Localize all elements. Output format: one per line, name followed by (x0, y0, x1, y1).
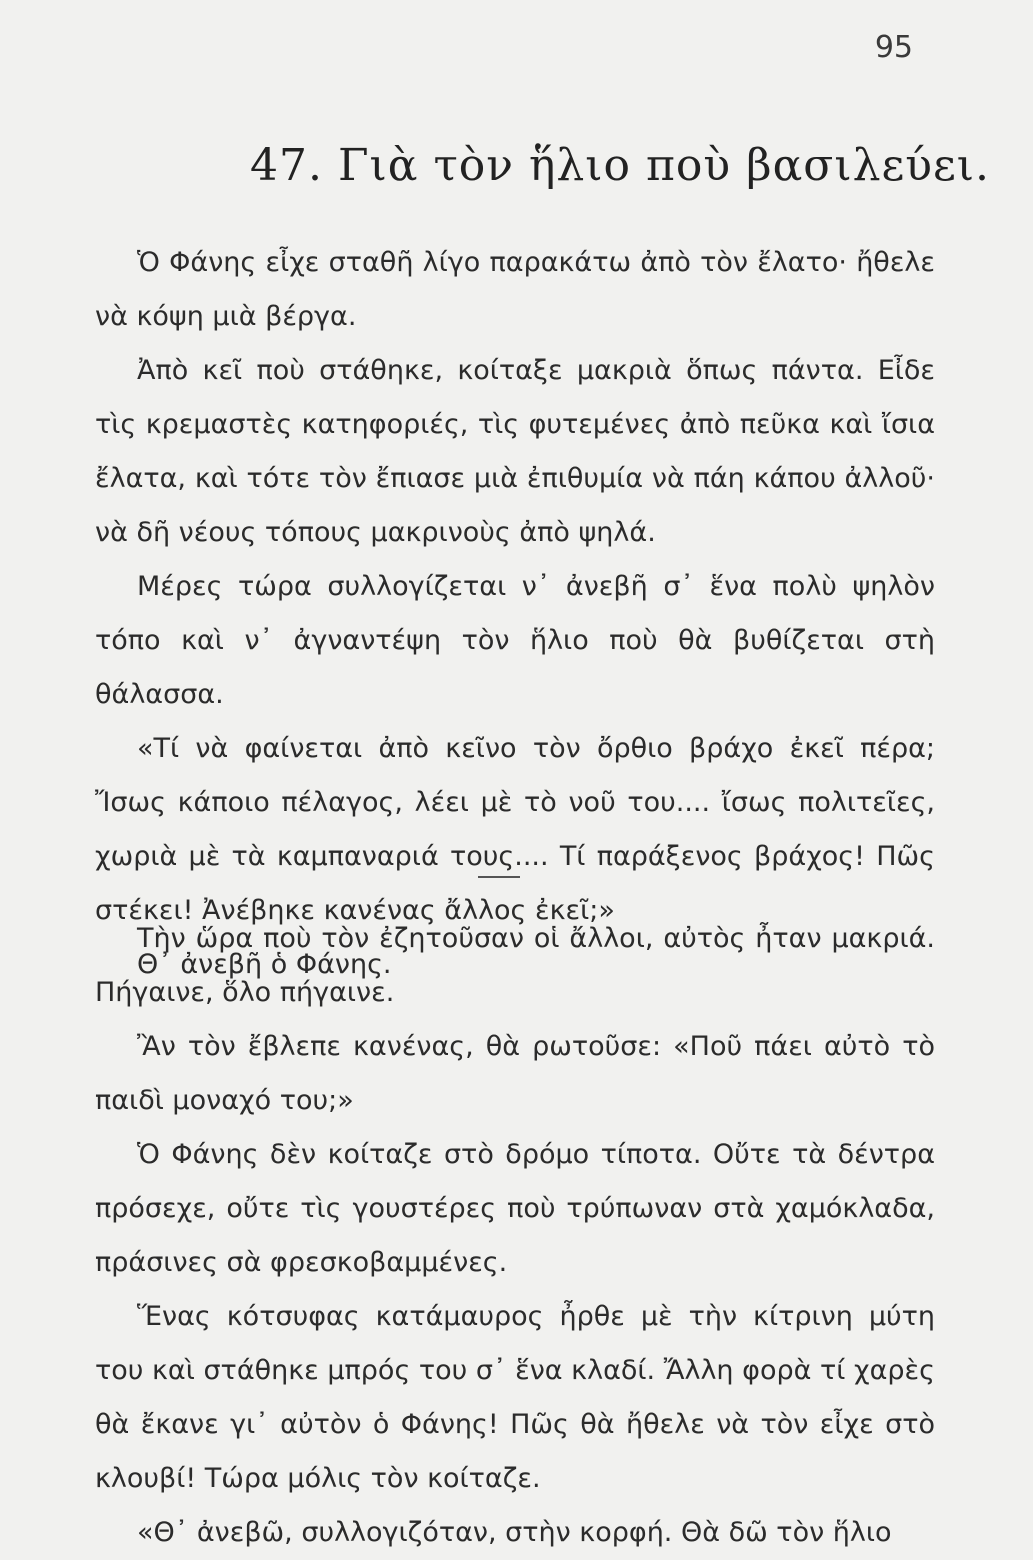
paragraph: Τὴν ὥρα ποὺ τὸν ἐζητοῦσαν οἱ ἄλλοι, αὐτὸς ἦταν μακριά. Πήγαινε, ὅλο πήγαινε. (95, 923, 935, 1008)
paragraph: «Τί νὰ φαίνεται ἀπὸ κεῖνο τὸν ὄρθιο βράχο ἐκεῖ πέρα; Ἴσως κάποιο πέλαγος, λέει μὲ τὸ νοῦ του.... ἴσως πολιτεῖες, χωριὰ μὲ τὰ καμπαναριά τους.... Τί παράξενος βράχος! Πῶς στέκει! Ἀνέβηκε κανένας ἄλλος ἐκεῖ;» (95, 733, 935, 926)
chapter-title: 47. Γιὰ τὸν ἥλιο ποὺ βασιλεύει. (250, 140, 991, 191)
section-2 (95, 912, 935, 1560)
page-number: 95 (874, 30, 913, 65)
section-1 (95, 236, 935, 992)
paragraph: Ἕνας κότσυφας κατάμαυρος ἦρθε μὲ τὴν κίτρινη μύτη του καὶ στάθηκε μπρός του σ᾽ ἕνα κλαδί. Ἄλλη φορὰ τί χαρὲς θὰ ἔκανε γι᾽ αὐτὸν ὁ Φάνης! Πῶς θὰ ἤθελε νὰ τὸν εἶχε στὸ κλουβί! Τώρα μόλις τὸν κοίταζε. (95, 1301, 935, 1494)
paragraph: Ἀπὸ κεῖ ποὺ στάθηκε, κοίταξε μακριὰ ὅπως πάντα. Εἶδε τὶς κρεμαστὲς κατηφοριές, τὶς φυτεμένες ἀπὸ πεῦκα καὶ ἴσια ἔλατα, καὶ τότε τὸν ἔπιασε μιὰ ἐπιθυμία νὰ πάη κάπου ἀλλοῦ· νὰ δῆ νέους τόπους μακρινοὺς ἀπὸ ψηλά. (95, 355, 935, 548)
section-divider (478, 876, 520, 878)
paragraph: Ὁ Φάνης εἶχε σταθῆ λίγο παρακάτω ἀπὸ τὸν ἔλατο· ἤθελε νὰ κόψη μιὰ βέργα. (95, 247, 935, 332)
paragraph: Θ᾽ ἀνεβῆ ὁ Φάνης. (137, 949, 392, 980)
paragraph: Μέρες τώρα συλλογίζεται ν᾽ ἀνεβῆ σ᾽ ἕνα πολὺ ψηλὸν τόπο καὶ ν᾽ ἀγναντέψη τὸν ἥλιο ποὺ θὰ βυθίζεται στὴ θάλασσα. (95, 571, 935, 710)
paragraph: Ἂν τὸν ἔβλεπε κανένας, θὰ ρωτοῦσε: «Ποῦ πάει αὐτὸ τὸ παιδὶ μοναχό του;» (95, 1031, 935, 1116)
paragraph: Ὁ Φάνης δὲν κοίταζε στὸ δρόμο τίποτα. Οὔτε τὰ δέντρα πρόσεχε, οὔτε τὶς γουστέρες ποὺ τρύπωναν στὰ χαμόκλαδα, πράσινες σὰ φρεσκοβαμμένες. (95, 1139, 935, 1278)
paragraph: «Θ᾽ ἀνεβῶ, συλλογιζόταν, στὴν κορφή. Θὰ δῶ τὸν ἥλιο (137, 1517, 892, 1548)
